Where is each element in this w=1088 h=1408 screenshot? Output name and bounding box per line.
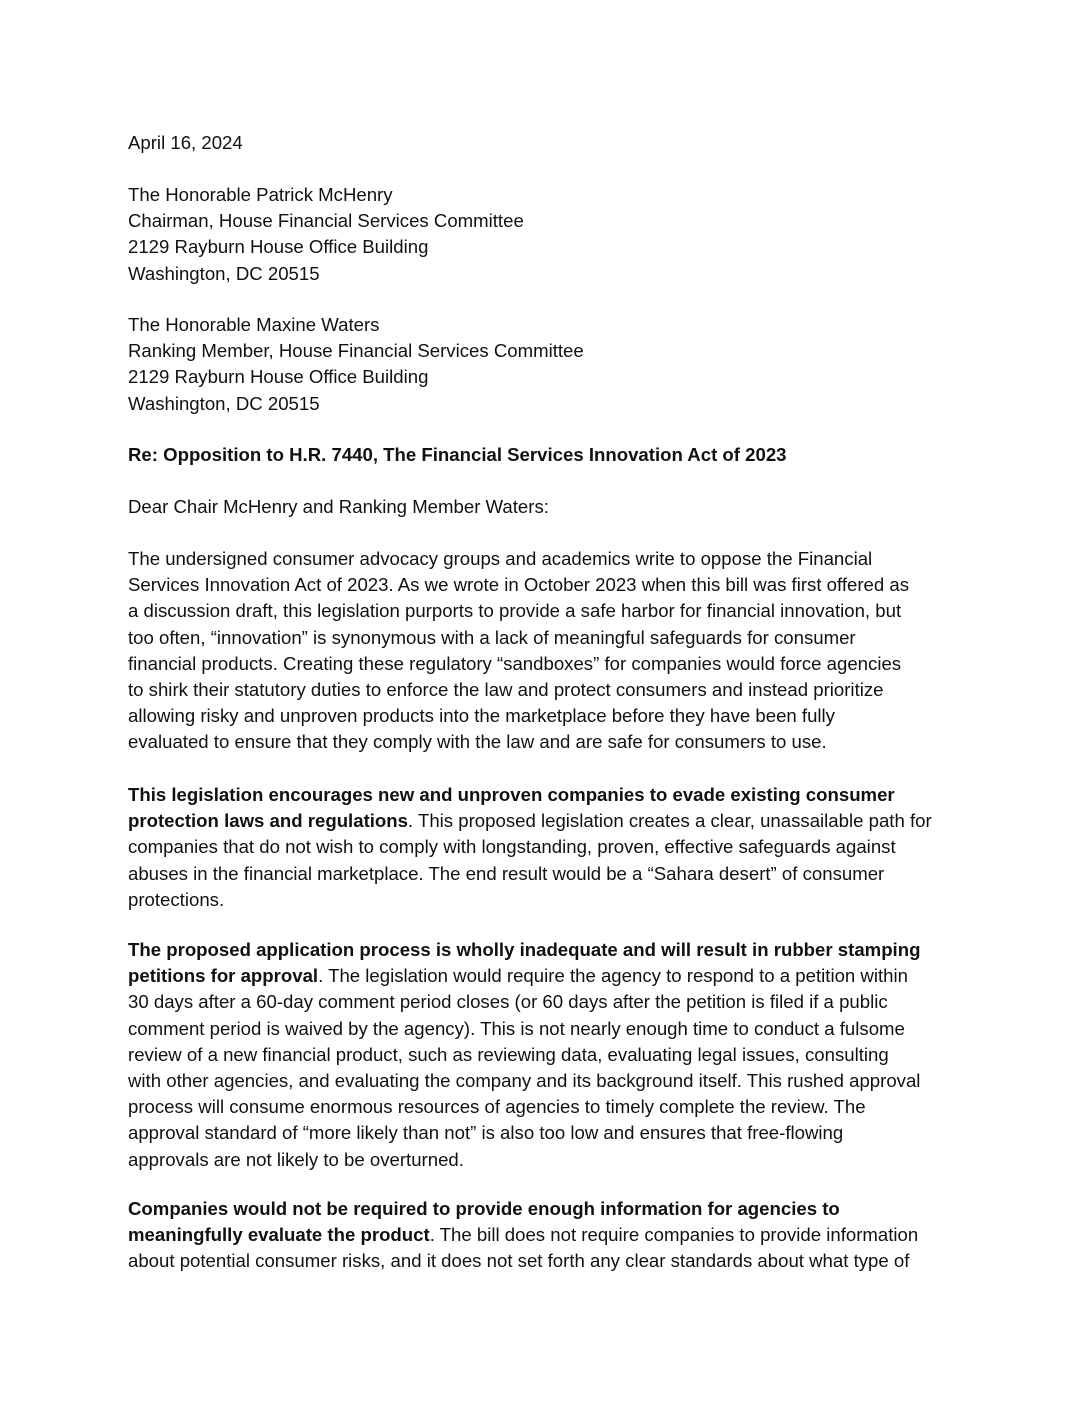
recipient-address-waters: The Honorable Maxine Waters Ranking Member, House Financial Services Committee 2129 Rayburn House Office Building Washington, DC 20515: [128, 314, 584, 414]
subject-line: Re: Opposition to H.R. 7440, The Financial Services Innovation Act of 2023: [128, 444, 787, 465]
paragraph-evasion-body: . This proposed legislation creates a clear, unassailable path for companies that do not wish to comply with longstanding, proven, effective safeguards against abuses in the financial marketplace. The end result would be a “Sahara desert” of consumer protections.: [128, 810, 932, 910]
paragraph-application-body: . The legislation would require the agency to respond to a petition within 30 days after a 60-day comment period closes (or 60 days after the petition is filed if a public comment period is waived by the agency). This is not nearly enough time to conduct a fulsome review of a new financial product, such as reviewing data, evaluating legal issues, consulting with other agencies, and evaluating the company and its background itself. This rushed approval process will consume enormous resources of agencies to timely complete the review. The approval standard of “more likely than not” is also too low and ensures that free-flowing approvals are not likely to be overturned.: [128, 965, 921, 1170]
recipient-address-mchenry: The Honorable Patrick McHenry Chairman, House Financial Services Committee 2129 Rayburn House Office Building Washington, DC 20515: [128, 184, 524, 284]
paragraph-application-heading: The proposed application process is wholly inadequate and will result in rubber stamping petitions for approval: [128, 939, 921, 987]
paragraph-information: [128, 1196, 968, 1275]
paragraph-information-heading: Companies would not be required to provide enough information for agencies to meaningfully evaluate the product: [128, 1198, 840, 1246]
letter-date: April 16, 2024: [128, 132, 243, 153]
paragraph-application-process: [128, 937, 968, 1173]
salutation: Dear Chair McHenry and Ranking Member Waters:: [128, 496, 549, 517]
paragraph-evasion: [128, 782, 968, 913]
paragraph-information-body: . The bill does not require companies to provide information about potential consumer risks, and it does not set forth any clear standards about what type of: [128, 1224, 919, 1272]
intro-paragraph: The undersigned consumer advocacy groups and academics write to oppose the Financial Services Innovation Act of 2023. As we wrote in October 2023 when this bill was first offered as a discussion draft, this legislation purports to provide a safe harbor for financial innovation, but too often, “innovation” is synonymous with a lack of meaningful safeguards for consumer financial products. Creating these regulatory “sandboxes” for companies would force agencies to shirk their statutory duties to enforce the law and protect consumers and instead prioritize allowing risky and unproven products into the marketplace before they have been fully evaluated to ensure that they comply with the law and are safe for consumers to use.: [128, 548, 910, 753]
paragraph-evasion-heading: This legislation encourages new and unproven companies to evade existing consumer protection laws and regulations: [128, 784, 895, 832]
